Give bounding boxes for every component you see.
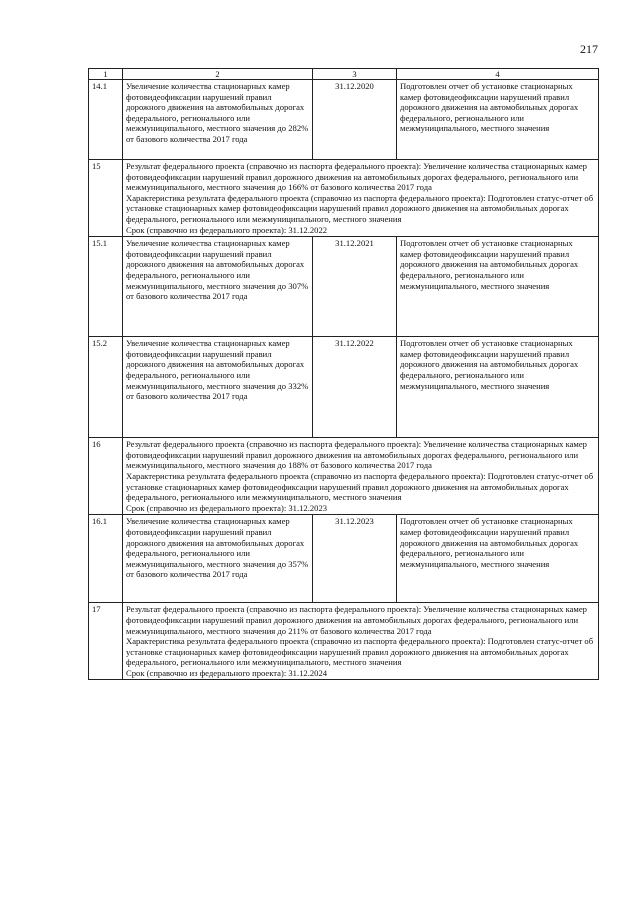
row-number: 17 <box>89 603 123 680</box>
row-date: 31.12.2023 <box>313 515 397 603</box>
table-row <box>89 603 599 680</box>
table-row <box>89 337 599 438</box>
federal-result-deadline: Срок (справочно из федерального проекта): 31.12.2023 <box>126 502 328 513</box>
row-description: Увеличение количества стационарных камер фотовидеофиксации нарушений правил дорожного движения на автомобильных дорогах федерального, регионального или межмуниципального, местного значения до 357% от базового количества 2017 года <box>123 515 313 603</box>
header-col-3: 3 <box>313 69 397 80</box>
header-col-2: 2 <box>123 69 313 80</box>
table-row <box>89 515 599 603</box>
federal-result-characteristic: Характеристика результата федерального проекта (справочно из паспорта федерального проекта): Подготовлен статус-отчет об установке стационарных камер фотовидеофиксации нарушений правил дорожного движения на автомобильных дорогах федерального, регионального или межмуниципального, местного значения <box>126 192 594 224</box>
row-result: Подготовлен отчет об установке стационарных камер фотовидеофиксации нарушений правил дорожного движения на автомобильных дорогах федерального, регионального или межмуниципального, местного значения <box>397 80 599 160</box>
row-result: Подготовлен отчет об установке стационарных камер фотовидеофиксации нарушений правил дорожного движения на автомобильных дорогах федерального, регионального или межмуниципального, местного значения <box>397 337 599 438</box>
row-number: 15 <box>89 160 123 237</box>
row-number: 14.1 <box>89 80 123 160</box>
row-number: 15.2 <box>89 337 123 438</box>
federal-result-text: Результат федерального проекта (справочно из паспорта федерального проекта): Увеличение количества стационарных камер фотовидеофиксации нарушений правил дорожного движения на автомобильных дорогах федерального, регионального или межмуниципального, местного значения до 211% от базового количества 2017 года <box>126 604 587 636</box>
row-description: Увеличение количества стационарных камер фотовидеофиксации нарушений правил дорожного движения на автомобильных дорогах федерального, регионального или межмуниципального, местного значения до 332% от базового количества 2017 года <box>123 337 313 438</box>
federal-result-characteristic: Характеристика результата федерального проекта (справочно из паспорта федерального проекта): Подготовлен статус-отчет об установке стационарных камер фотовидеофиксации нарушений правил дорожного движения на автомобильных дорогах федерального, регионального или межмуниципального, местного значения <box>126 470 594 503</box>
row-federal-result <box>123 438 599 515</box>
federal-result-deadline: Срок (справочно из федерального проекта): 31.12.2022 <box>126 224 328 235</box>
row-date: 31.12.2020 <box>313 80 397 160</box>
federal-result-text: Результат федерального проекта (справочно из паспорта федерального проекта): Увеличение количества стационарных камер фотовидеофиксации нарушений правил дорожного движения на автомобильных дорогах федерального, регионального или межмуниципального, местного значения до 188% от базового количества 2017 года <box>126 439 587 471</box>
federal-result-deadline: Срок (справочно из федерального проекта): 31.12.2024 <box>126 667 328 678</box>
table-header-row <box>89 69 599 80</box>
row-date: 31.12.2022 <box>313 337 397 438</box>
row-result: Подготовлен отчет об установке стационарных камер фотовидеофиксации нарушений правил дорожного движения на автомобильных дорогах федерального, регионального или межмуниципального, местного значения <box>397 515 599 603</box>
header-col-4: 4 <box>397 69 599 80</box>
table-row <box>89 237 599 337</box>
table-row <box>89 80 599 160</box>
row-number: 16 <box>89 438 123 515</box>
row-description: Увеличение количества стационарных камер фотовидеофиксации нарушений правил дорожного движения на автомобильных дорогах федерального, регионального или межмуниципального, местного значения до 282% от базового количества 2017 года <box>123 80 313 160</box>
row-number: 15.1 <box>89 237 123 337</box>
row-result: Подготовлен отчет об установке стационарных камер фотовидеофиксации нарушений правил дорожного движения на автомобильных дорогах федерального, регионального или межмуниципального, местного значения <box>397 237 599 337</box>
table-row <box>89 438 599 515</box>
row-federal-result <box>123 160 599 237</box>
table-row <box>89 160 599 237</box>
row-date: 31.12.2021 <box>313 237 397 337</box>
page-number: 217 <box>580 42 598 56</box>
federal-result-text: Результат федерального проекта (справочно из паспорта федерального проекта): Увеличение количества стационарных камер фотовидеофиксации нарушений правил дорожного движения на автомобильных дорогах федерального, регионального или межмуниципального, местного значения до 166% от базового количества 2017 года <box>126 161 587 193</box>
document-table <box>88 68 599 680</box>
federal-result-characteristic: Характеристика результата федерального проекта (справочно из паспорта федерального проекта): Подготовлен статус-отчет об установке стационарных камер фотовидеофиксации нарушений правил дорожного движения на автомобильных дорогах федерального, регионального или межмуниципального, местного значения <box>126 636 594 668</box>
header-col-1: 1 <box>89 69 123 80</box>
row-federal-result <box>123 603 599 680</box>
row-description: Увеличение количества стационарных камер фотовидеофиксации нарушений правил дорожного движения на автомобильных дорогах федерального, регионального или межмуниципального, местного значения до 307% от базового количества 2017 года <box>123 237 313 337</box>
row-number: 16.1 <box>89 515 123 603</box>
